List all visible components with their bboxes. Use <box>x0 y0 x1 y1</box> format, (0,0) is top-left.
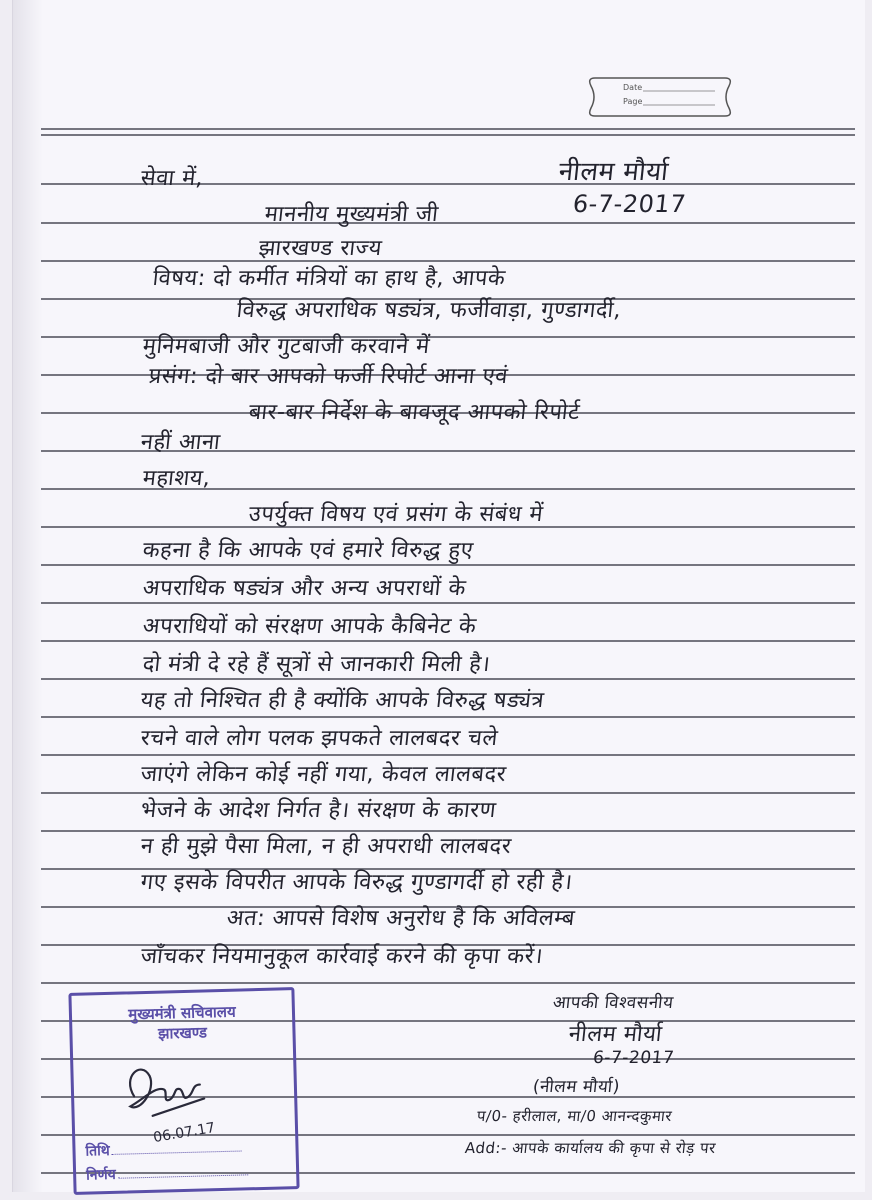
closing: आपकी विश्वसनीय <box>551 993 675 1013</box>
body-line: न ही मुझे पैसा मिला, न ही अपराधी लालबदर <box>139 834 513 859</box>
stamp-title-line-1: मुख्यमंत्री सचिवालय <box>128 1002 236 1024</box>
stamp-date-written: 06.07.17 <box>152 1119 217 1147</box>
date-label: Date <box>623 83 643 92</box>
relation-line: प/0- हरीलाल, मा/0 आनन्दकुमार <box>476 1107 673 1125</box>
rule-line <box>41 982 855 984</box>
rule-line <box>41 640 855 642</box>
stamp-field-date-label: तिथि <box>85 1142 110 1160</box>
sender-name-top: नीलम मौर्या <box>557 157 671 187</box>
handwritten-signature <box>121 1054 213 1126</box>
rule-line <box>41 222 855 224</box>
date-top: 6-7-2017 <box>571 190 688 218</box>
stamp-field-decision-label: निर्णय <box>85 1166 117 1184</box>
subject-line-1: विषय: दो कर्मीत मंत्रियों का हाथ है, आपके <box>151 266 507 291</box>
recipient-line-1: माननीय मुख्यमंत्री जी <box>263 202 440 227</box>
body-line: गए इसके विपरीत आपके विरुद्ध गुण्डागर्दी हो रही है। <box>139 870 574 895</box>
rule-line <box>41 602 855 604</box>
stamp-title-line-2: झारखण्ड <box>157 1023 208 1043</box>
rule-line <box>41 134 855 136</box>
body-line: अपराधियों को संरक्षण आपके कैबिनेट के <box>141 614 478 639</box>
office-stamp <box>68 987 299 1195</box>
rule-line <box>41 678 855 680</box>
stamp-title <box>76 1000 289 1046</box>
rule-line <box>41 128 855 130</box>
letter-page <box>12 0 865 1192</box>
reference-line-1: प्रसंग: दो बार आपको फर्जी रिपोर्ट आना एवं <box>147 364 510 389</box>
date-page-box <box>587 74 733 120</box>
signature-date: 6-7-2017 <box>591 1048 676 1068</box>
rule-line <box>41 754 855 756</box>
page-label: Page <box>623 97 643 106</box>
stamp-field-decision <box>86 1161 248 1184</box>
body-line: भेजने के आदेश निर्गत है। संरक्षण के कारण <box>139 798 498 823</box>
signature-name-bracket: (नीलम मौर्या) <box>531 1077 621 1097</box>
reference-line-3: नहीं आना <box>139 430 222 455</box>
greeting: महाशय, <box>141 466 212 491</box>
date-box-outline <box>587 74 733 120</box>
body-line: रचने वाले लोग पलक झपकते लालबदर चले <box>139 726 500 751</box>
body-line: जाँचकर नियमानुकूल कार्रवाई करने की कृपा करें। <box>139 944 545 969</box>
body-line: जाएंगे लेकिन कोई नहीं गया, केवल लालबदर <box>139 762 508 787</box>
rule-line <box>41 716 855 718</box>
subject-line-2: विरुद्ध अपराधिक षड्यंत्र, फर्जीवाड़ा, गुण्डागर्दी, <box>235 298 623 323</box>
reference-line-2: बार-बार निर्देश के बावजूद आपको रिपोर्ट <box>247 400 582 425</box>
body-line: कहना है कि आपके एवं हमारे विरुद्ध हुए <box>141 538 475 563</box>
body-line: दो मंत्री दे रहे हैं सूत्रों से जानकारी मिली है। <box>141 652 492 677</box>
signature-name: नीलम मौर्या <box>567 1022 664 1047</box>
salutation-to: सेवा में, <box>139 166 205 191</box>
body-line: उपर्युक्त विषय एवं प्रसंग के संबंध में <box>247 502 545 527</box>
body-line: अत: आपसे विशेष अनुरोध है कि अविलम्ब <box>225 906 577 931</box>
recipient-line-2: झारखण्ड राज्य <box>257 236 384 261</box>
page-edge-shadow <box>13 0 43 1192</box>
address-line: Add:- आपके कार्यालय की कृपा से रोड़ पर <box>464 1139 717 1157</box>
rule-line <box>41 564 855 566</box>
body-line: अपराधिक षड्यंत्र और अन्य अपराधों के <box>141 576 468 601</box>
body-line: यह तो निश्चित ही है क्योंकि आपके विरुद्ध षड्यंत्र <box>139 688 546 713</box>
stamp-field-date <box>85 1138 242 1161</box>
subject-line-3: मुनिमबाजी और गुटबाजी करवाने में <box>141 334 432 359</box>
